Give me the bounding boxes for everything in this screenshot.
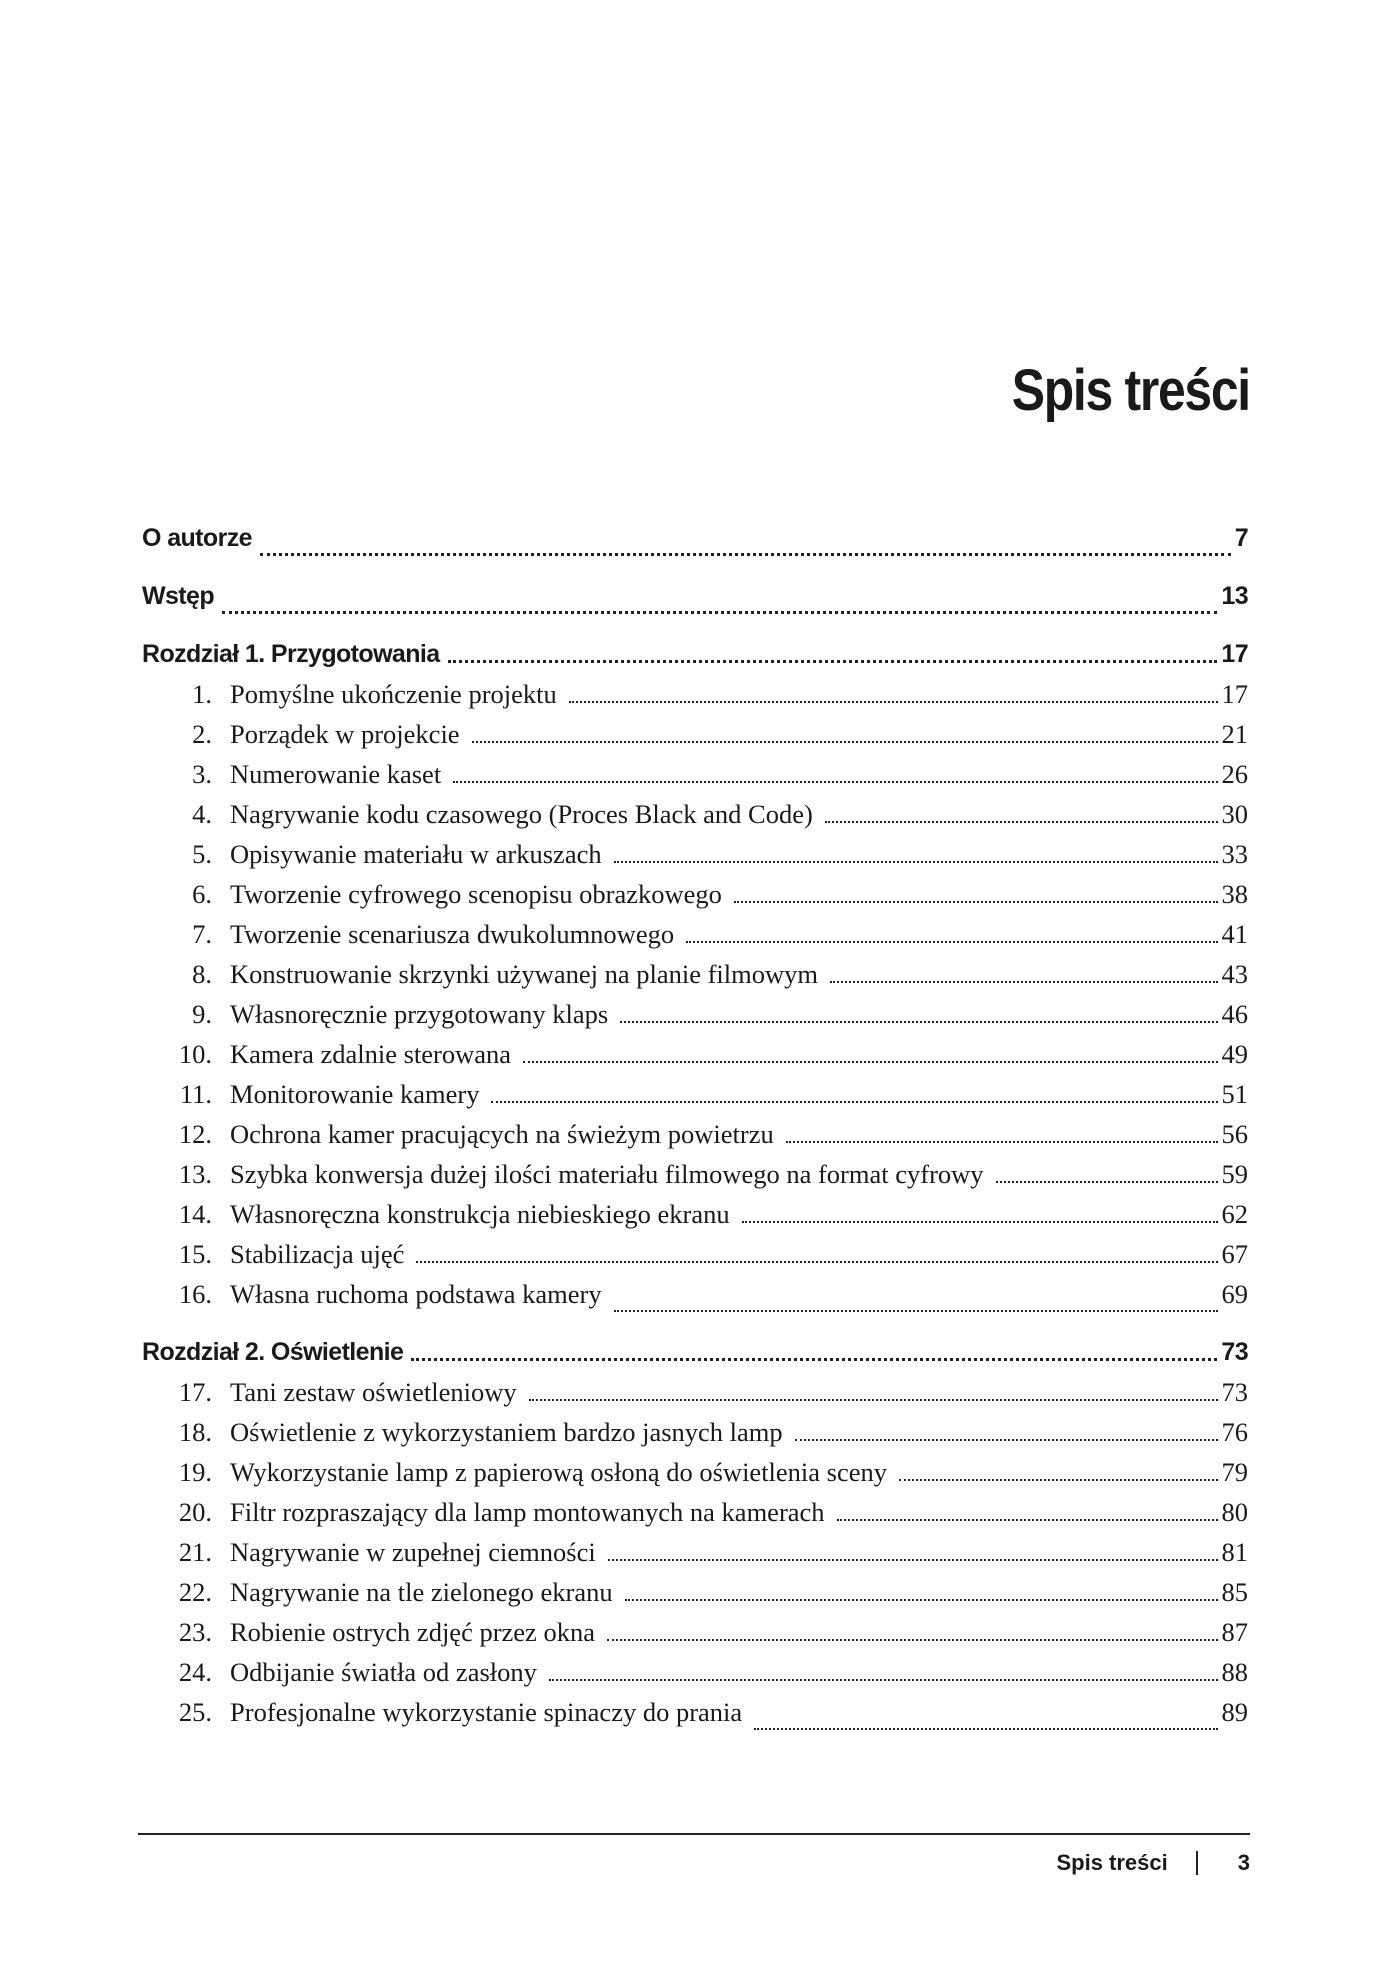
- toc-section-number: 15.: [178, 1239, 212, 1269]
- toc-entry-title: Wstęp: [142, 582, 215, 610]
- dot-leader: [260, 535, 1231, 560]
- dot-leader: [491, 1081, 1217, 1108]
- dot-leader: [742, 1201, 1218, 1228]
- toc-page-number: 43: [1221, 959, 1248, 989]
- dot-leader: [529, 1379, 1218, 1406]
- toc-section-title: Tworzenie scenariusza dwukolumnowego: [230, 919, 675, 949]
- toc-section-number: 5.: [192, 839, 212, 869]
- toc-section[interactable]: [142, 1034, 1248, 1074]
- toc-section-title: Robienie ostrych zdjęć przez okna: [230, 1617, 595, 1647]
- toc-entry-title: O autorze: [142, 524, 252, 552]
- toc-section[interactable]: [142, 1074, 1248, 1114]
- toc-page-number: 85: [1221, 1577, 1248, 1607]
- dot-leader: [825, 801, 1218, 828]
- toc-section[interactable]: [142, 1532, 1248, 1572]
- toc-section-title: Kamera zdalnie sterowana: [230, 1039, 512, 1069]
- toc-chapter[interactable]: [142, 1332, 1248, 1372]
- toc-section-title: Nagrywanie na tle zielonego ekranu: [230, 1577, 613, 1607]
- dot-leader: [448, 642, 1218, 667]
- toc-page-number: 62: [1221, 1199, 1248, 1229]
- toc-page-number: 76: [1221, 1417, 1248, 1447]
- toc-section-title: Pomyślne ukończenie projektu: [230, 679, 557, 709]
- page-footer: [1056, 1850, 1250, 1876]
- toc-section-number: 17.: [178, 1377, 212, 1407]
- dot-leader: [795, 1419, 1218, 1446]
- toc-section[interactable]: [142, 994, 1248, 1034]
- toc-section-number: 4.: [192, 799, 212, 829]
- toc-page-number: 17: [1221, 679, 1248, 709]
- dot-leader: [686, 921, 1217, 948]
- toc-page-number: 38: [1221, 879, 1248, 909]
- dot-leader: [453, 761, 1217, 788]
- toc-section-number: 10.: [178, 1039, 212, 1069]
- toc-section[interactable]: [142, 674, 1248, 714]
- toc-page-number: 26: [1221, 759, 1248, 789]
- toc-page-number: 79: [1221, 1457, 1248, 1487]
- toc-section-title: Wykorzystanie lamp z papierową osłoną do oświetlenia sceny: [230, 1457, 888, 1487]
- toc-page-number: 46: [1221, 999, 1248, 1029]
- footer-separator: [1196, 1851, 1198, 1875]
- toc-section[interactable]: [142, 1412, 1248, 1452]
- toc-page-number: 73: [1221, 1377, 1248, 1407]
- toc-page-number: 17: [1221, 640, 1248, 668]
- toc-entry[interactable]: [142, 518, 1248, 576]
- toc-chapter[interactable]: [142, 634, 1248, 674]
- toc-page-number: 7: [1234, 524, 1248, 552]
- toc-section-title: Stabilizacja ujęć: [230, 1239, 405, 1269]
- footer-divider: [138, 1833, 1250, 1835]
- toc-section-number: 20.: [178, 1497, 212, 1527]
- toc-page-number: 30: [1221, 799, 1248, 829]
- toc-section-number: 13.: [178, 1159, 212, 1189]
- toc-section-title: Opisywanie materiału w arkuszach: [230, 839, 602, 869]
- toc-section[interactable]: [142, 954, 1248, 994]
- toc-page-number: 73: [1221, 1338, 1248, 1366]
- toc-section[interactable]: [142, 834, 1248, 874]
- toc-section[interactable]: [142, 1372, 1248, 1412]
- toc-section[interactable]: [142, 1572, 1248, 1612]
- toc-section-number: 21.: [178, 1537, 212, 1567]
- toc-chapter-title: Rozdział 1. Przygotowania: [142, 640, 440, 668]
- toc-section-number: 1.: [192, 679, 212, 709]
- toc-section-title: Własnoręczna konstrukcja niebieskiego ekranu: [230, 1199, 730, 1229]
- toc-section-title: Porządek w projekcie: [230, 719, 460, 749]
- dot-leader: [899, 1459, 1217, 1486]
- toc-section-number: 7.: [192, 919, 212, 949]
- dot-leader: [472, 721, 1218, 748]
- toc-page-number: 59: [1221, 1159, 1248, 1189]
- toc-section-title: Oświetlenie z wykorzystaniem bardzo jasnych lamp: [230, 1417, 783, 1447]
- toc-page-number: 13: [1221, 582, 1248, 610]
- toc-page-number: 69: [1221, 1279, 1248, 1309]
- page-title: Spis treści: [1011, 358, 1250, 423]
- toc-section-title: Tani zestaw oświetleniowy: [230, 1377, 517, 1407]
- dot-leader: [569, 681, 1218, 708]
- dot-leader: [625, 1579, 1218, 1606]
- toc-section-title: Filtr rozpraszający dla lamp montowanych na kamerach: [230, 1497, 825, 1527]
- toc-section-title: Numerowanie kaset: [230, 759, 442, 789]
- dot-leader: [608, 1539, 1218, 1566]
- dot-leader: [222, 593, 1217, 618]
- dot-leader: [620, 1001, 1217, 1028]
- toc-section-title: Własnoręcznie przygotowany klaps: [230, 999, 609, 1029]
- toc-section[interactable]: [142, 1652, 1248, 1692]
- footer-page-number: 3: [1237, 1850, 1250, 1875]
- dot-leader: [607, 1619, 1218, 1646]
- toc-section-number: 3.: [192, 759, 212, 789]
- toc-section[interactable]: [142, 1114, 1248, 1154]
- toc-section-title: Nagrywanie kodu czasowego (Proces Black and Code): [230, 799, 813, 829]
- toc-section-number: 24.: [178, 1657, 212, 1687]
- toc-section-number: 9.: [192, 999, 212, 1029]
- toc-section[interactable]: [142, 714, 1248, 754]
- dot-leader: [786, 1121, 1218, 1148]
- toc-section-number: 6.: [192, 879, 212, 909]
- toc-page-number: 21: [1221, 719, 1248, 749]
- toc-section-title: Odbijanie światła od zasłony: [230, 1657, 537, 1687]
- dot-leader: [734, 881, 1218, 908]
- toc-section-number: 14.: [178, 1199, 212, 1229]
- dot-leader: [411, 1340, 1217, 1365]
- toc-section-title: Szybka konwersja dużej ilości materiału filmowego na format cyfrowy: [230, 1159, 984, 1189]
- dot-leader: [523, 1041, 1217, 1068]
- toc-page-number: 51: [1221, 1079, 1248, 1109]
- toc-section-number: 11.: [179, 1079, 212, 1109]
- toc-section[interactable]: [142, 1692, 1248, 1750]
- toc-page-number: 88: [1221, 1657, 1248, 1687]
- toc-section[interactable]: [142, 1234, 1248, 1274]
- toc-section[interactable]: [142, 1612, 1248, 1652]
- toc-section-title: Własna ruchoma podstawa kamery: [230, 1279, 602, 1309]
- toc-section-title: Nagrywanie w zupełnej ciemności: [230, 1537, 596, 1567]
- toc-section-number: 12.: [178, 1119, 212, 1149]
- toc-section-number: 2.: [192, 719, 212, 749]
- toc-section-number: 19.: [178, 1457, 212, 1487]
- toc-page-number: 81: [1221, 1537, 1248, 1567]
- toc-section-title: Tworzenie cyfrowego scenopisu obrazkowego: [230, 879, 722, 909]
- dot-leader: [837, 1499, 1218, 1526]
- footer-label: Spis treści: [1056, 1850, 1168, 1875]
- toc-section-number: 18.: [178, 1417, 212, 1447]
- toc-section-number: 22.: [178, 1577, 212, 1607]
- dot-leader: [614, 841, 1218, 868]
- dot-leader: [416, 1241, 1217, 1268]
- toc-section-title: Ochrona kamer pracujących na świeżym powietrzu: [230, 1119, 774, 1149]
- table-of-contents: [142, 518, 1248, 1750]
- toc-page-number: 67: [1221, 1239, 1248, 1269]
- dot-leader: [549, 1659, 1218, 1686]
- toc-section[interactable]: [142, 1154, 1248, 1194]
- toc-entry[interactable]: [142, 576, 1248, 634]
- toc-page-number: 49: [1221, 1039, 1248, 1069]
- toc-section[interactable]: [142, 1452, 1248, 1492]
- toc-page-number: 89: [1221, 1697, 1248, 1727]
- toc-section[interactable]: [142, 1194, 1248, 1234]
- toc-section[interactable]: [142, 874, 1248, 914]
- toc-chapter-title: Rozdział 2. Oświetlenie: [142, 1338, 404, 1366]
- toc-section-number: 23.: [178, 1617, 212, 1647]
- toc-section[interactable]: [142, 1492, 1248, 1532]
- dot-leader: [754, 1708, 1217, 1735]
- dot-leader: [830, 961, 1217, 988]
- toc-section-number: 16.: [178, 1279, 212, 1309]
- toc-section[interactable]: [142, 754, 1248, 794]
- toc-section[interactable]: [142, 794, 1248, 834]
- toc-section-number: 25.: [178, 1697, 212, 1727]
- toc-page-number: 41: [1221, 919, 1248, 949]
- toc-page-number: 80: [1221, 1497, 1248, 1527]
- toc-section-title: Profesjonalne wykorzystanie spinaczy do prania: [230, 1697, 743, 1727]
- toc-page-number: 33: [1221, 839, 1248, 869]
- toc-page-number: 56: [1221, 1119, 1248, 1149]
- dot-leader: [614, 1290, 1218, 1317]
- toc-section-title: Konstruowanie skrzynki używanej na planie filmowym: [230, 959, 819, 989]
- toc-section[interactable]: [142, 1274, 1248, 1332]
- toc-section-number: 8.: [192, 959, 212, 989]
- toc-section-title: Monitorowanie kamery: [230, 1079, 480, 1109]
- toc-section[interactable]: [142, 914, 1248, 954]
- dot-leader: [996, 1161, 1218, 1188]
- toc-page-number: 87: [1221, 1617, 1248, 1647]
